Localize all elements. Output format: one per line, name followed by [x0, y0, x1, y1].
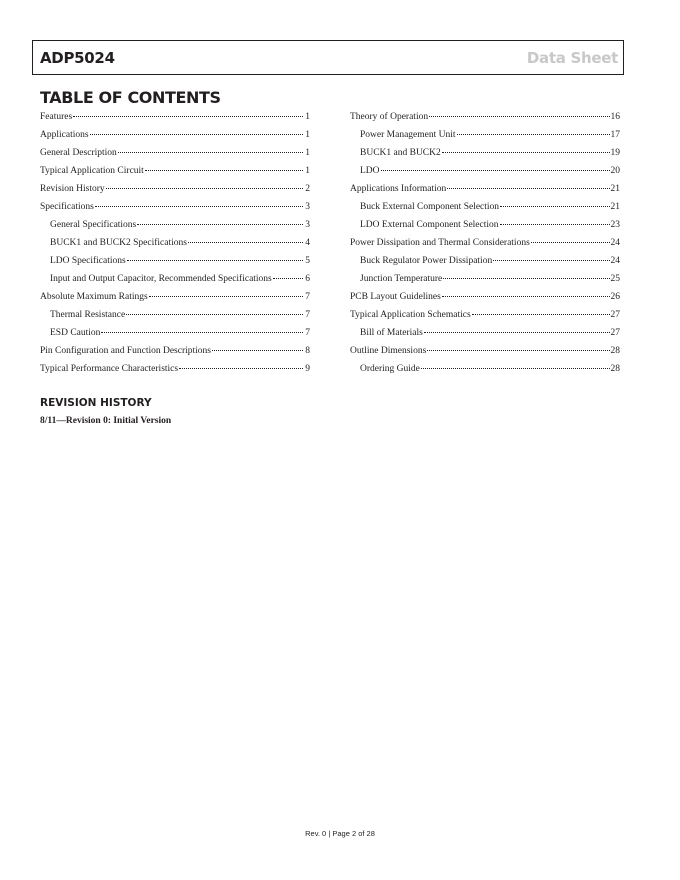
toc-entry[interactable]	[40, 270, 310, 288]
toc-entry-label: LDO Specifications	[50, 256, 126, 266]
toc-entry-label: Typical Performance Characteristics	[40, 364, 179, 374]
toc-entry-label: Power Dissipation and Thermal Considerations	[350, 238, 530, 248]
toc-entry-page: 28	[610, 346, 620, 356]
toc-entry-label: Applications Information	[350, 184, 447, 194]
toc-entry[interactable]	[350, 324, 620, 342]
toc-entry-page: 8	[305, 346, 310, 356]
toc-entry-page: 7	[305, 292, 310, 302]
toc-entry-label: Outline Dimensions	[350, 346, 427, 356]
toc-entry-page: 4	[305, 238, 310, 248]
revision-history-heading: REVISION HISTORY	[40, 397, 152, 409]
toc-entry[interactable]	[40, 198, 310, 216]
toc-entry[interactable]	[40, 234, 310, 252]
toc-title: TABLE OF CONTENTS	[40, 88, 221, 107]
toc-dot-leader	[106, 188, 303, 189]
toc-entry-page: 20	[610, 166, 620, 176]
toc-dot-leader	[127, 260, 303, 261]
toc-entry-label: Buck Regulator Power Dissipation	[360, 256, 493, 266]
toc-entry-page: 3	[305, 220, 310, 230]
toc-entry[interactable]	[350, 216, 620, 234]
toc-entry[interactable]	[350, 270, 620, 288]
toc-entry-label: BUCK1 and BUCK2	[360, 148, 441, 158]
toc-dot-leader	[500, 206, 609, 207]
toc-entry[interactable]	[350, 306, 620, 324]
toc-entry-label: Junction Temperature	[360, 274, 443, 284]
toc-entry[interactable]	[40, 126, 310, 144]
toc-dot-leader	[531, 242, 610, 243]
toc-entry-page: 26	[610, 292, 620, 302]
toc-dot-leader	[421, 368, 610, 369]
toc-entry[interactable]	[40, 324, 310, 342]
toc-entry[interactable]	[350, 288, 620, 306]
toc-entry-page: 2	[305, 184, 310, 194]
toc-entry-label: Bill of Materials	[360, 328, 423, 338]
toc-dot-leader	[73, 116, 303, 117]
toc-entry[interactable]	[40, 216, 310, 234]
toc-entry-label: Input and Output Capacitor, Recommended Specifications	[50, 274, 272, 284]
toc-entry[interactable]	[350, 108, 620, 126]
toc-entry[interactable]	[40, 288, 310, 306]
toc-dot-leader	[149, 296, 303, 297]
toc-entry[interactable]	[350, 162, 620, 180]
toc-entry-page: 1	[305, 166, 310, 176]
revision-history-entry: 8/11—Revision 0: Initial Version	[40, 416, 172, 426]
page-header	[32, 40, 624, 75]
toc-entry-label: Typical Application Circuit	[40, 166, 144, 176]
toc-entry-label: Buck External Component Selection	[360, 202, 500, 212]
toc-dot-leader	[95, 206, 303, 207]
toc-entry-page: 17	[610, 130, 620, 140]
toc-entry-label: ESD Caution	[50, 328, 101, 338]
toc-entry[interactable]	[350, 126, 620, 144]
toc-entry-label: Typical Application Schematics	[350, 310, 471, 320]
toc-entry-page: 24	[610, 238, 620, 248]
toc-entry-label: Theory of Operation	[350, 112, 429, 122]
toc-entry[interactable]	[350, 144, 620, 162]
toc-dot-leader	[90, 134, 303, 135]
toc-dot-leader	[472, 314, 610, 315]
toc-entry[interactable]	[40, 144, 310, 162]
toc-entry[interactable]	[350, 234, 620, 252]
toc-entry-page: 21	[610, 184, 620, 194]
toc-entry-label: Ordering Guide	[360, 364, 420, 374]
toc-entry-page: 1	[305, 112, 310, 122]
toc-entry[interactable]	[350, 360, 620, 378]
toc-entry-label: Thermal Resistance	[50, 310, 126, 320]
toc-dot-leader	[493, 260, 609, 261]
toc-dot-leader	[442, 152, 610, 153]
toc-dot-leader	[424, 332, 610, 333]
toc-dot-leader	[145, 170, 303, 171]
toc-entry-page: 19	[610, 148, 620, 158]
toc-dot-leader	[447, 188, 609, 189]
toc-entry-label: Applications	[40, 130, 89, 140]
toc-dot-leader	[179, 368, 303, 369]
part-number: ADP5024	[40, 49, 115, 67]
toc-entry-page: 9	[305, 364, 310, 374]
toc-entry[interactable]	[40, 306, 310, 324]
toc-entry-page: 21	[610, 202, 620, 212]
toc-entry[interactable]	[40, 108, 310, 126]
toc-entry-label: PCB Layout Guidelines	[350, 292, 441, 302]
toc-entry-label: Revision History	[40, 184, 105, 194]
toc-dot-leader	[381, 170, 610, 171]
toc-entry-label: Pin Configuration and Function Descriptions	[40, 346, 211, 356]
toc-entry-page: 7	[305, 328, 310, 338]
toc-entry-label: Features	[40, 112, 73, 122]
toc-dot-leader	[273, 278, 303, 279]
toc-entry-page: 3	[305, 202, 310, 212]
toc-entry[interactable]	[40, 342, 310, 360]
toc-entry-page: 27	[610, 328, 620, 338]
toc-dot-leader	[427, 350, 609, 351]
toc-dot-leader	[443, 278, 609, 279]
toc-entry-page: 23	[610, 220, 620, 230]
toc-entry-label: General Description	[40, 148, 117, 158]
toc-entry-page: 25	[610, 274, 620, 284]
toc-entry-label: BUCK1 and BUCK2 Specifications	[50, 238, 187, 248]
toc-dot-leader	[137, 224, 303, 225]
toc-entry-label: Absolute Maximum Ratings	[40, 292, 148, 302]
toc-dot-leader	[500, 224, 610, 225]
toc-dot-leader	[429, 116, 609, 117]
document-type: Data Sheet	[526, 49, 618, 67]
toc-entry[interactable]	[350, 342, 620, 360]
toc-dot-leader	[101, 332, 303, 333]
toc-dot-leader	[126, 314, 303, 315]
toc-left-column	[40, 108, 310, 378]
toc-entry-label: Specifications	[40, 202, 94, 212]
toc-entry-page: 1	[305, 148, 310, 158]
toc-entry-page: 7	[305, 310, 310, 320]
toc-entry-page: 6	[305, 274, 310, 284]
toc-dot-leader	[188, 242, 303, 243]
toc-entry[interactable]	[40, 360, 310, 378]
toc-entry-page: 16	[610, 112, 620, 122]
toc-entry[interactable]	[350, 252, 620, 270]
toc-dot-leader	[212, 350, 303, 351]
toc-entry-label: Power Management Unit	[360, 130, 456, 140]
toc-entry-page: 24	[610, 256, 620, 266]
toc-entry-label: General Specifications	[50, 220, 137, 230]
toc-entry-page: 27	[610, 310, 620, 320]
toc-entry-page: 28	[610, 364, 620, 374]
toc-entry-label: LDO	[360, 166, 380, 176]
toc-entry-page: 5	[305, 256, 310, 266]
page-footer: Rev. 0 | Page 2 of 28	[305, 829, 375, 838]
toc-entry[interactable]	[350, 180, 620, 198]
toc-dot-leader	[457, 134, 610, 135]
toc-right-column	[350, 108, 620, 378]
toc-entry[interactable]	[40, 252, 310, 270]
toc-entry[interactable]	[40, 180, 310, 198]
toc-entry-label: LDO External Component Selection	[360, 220, 499, 230]
toc-entry[interactable]	[350, 198, 620, 216]
toc-dot-leader	[118, 152, 303, 153]
toc-entry-page: 1	[305, 130, 310, 140]
toc-entry[interactable]	[40, 162, 310, 180]
toc-dot-leader	[442, 296, 610, 297]
